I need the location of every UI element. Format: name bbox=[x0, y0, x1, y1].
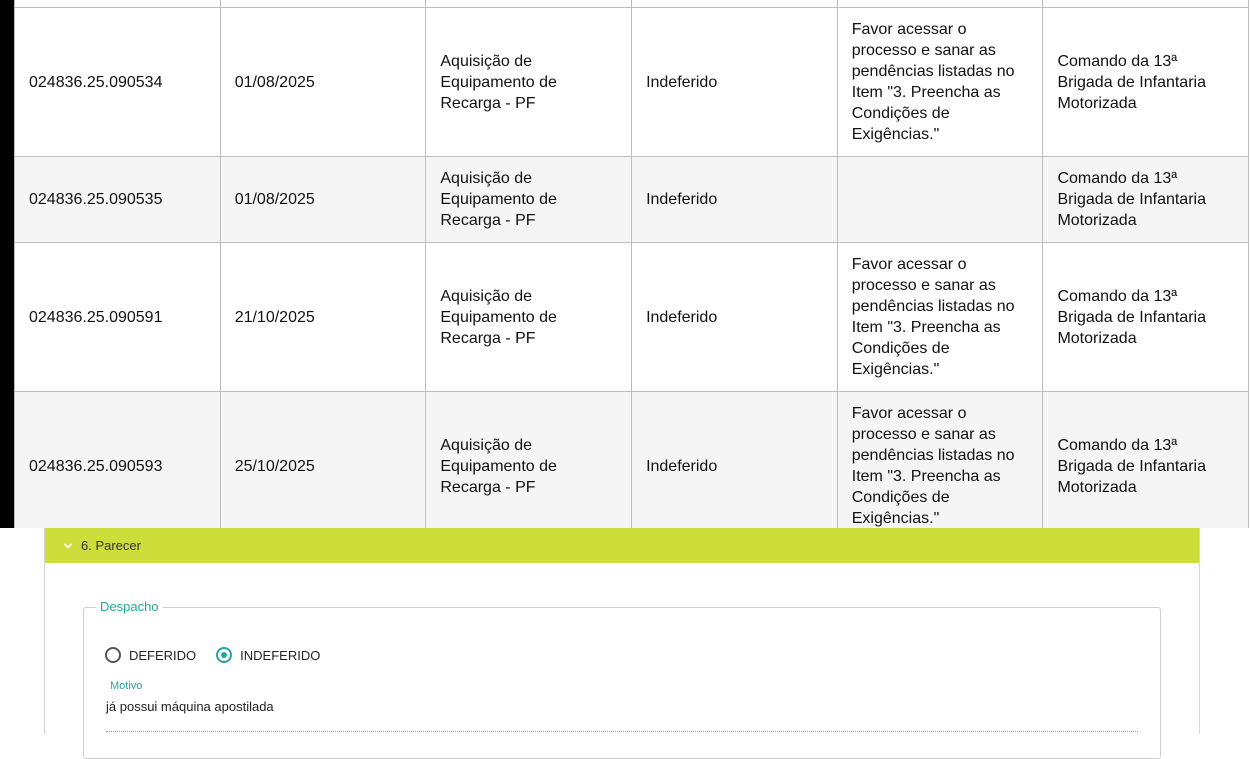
parecer-form-region bbox=[0, 528, 1251, 734]
results-table-container bbox=[14, 0, 1251, 528]
cell-servico: Aquisição de Equipamento de Recarga - PF bbox=[426, 8, 632, 157]
table-row-partial bbox=[15, 0, 1249, 8]
radio-label-deferido: DEFERIDO bbox=[129, 647, 197, 663]
cell-situacao: Indeferido bbox=[632, 157, 838, 243]
cell-observacao bbox=[837, 157, 1043, 243]
despacho-radio-group bbox=[105, 647, 340, 663]
radio-indeferido[interactable] bbox=[216, 647, 232, 663]
radio-deferido[interactable] bbox=[105, 647, 121, 663]
cell-observacao: Favor acessar o processo e sanar as pendências listadas no Item "3. Preencha as Condições de Exigências." bbox=[837, 8, 1043, 157]
cell-orgao: Comando da 13ª Brigada de Infantaria Motorizada bbox=[1043, 392, 1249, 529]
chevron-down-icon[interactable] bbox=[63, 541, 73, 551]
cell-data: 21/10/2025 bbox=[220, 243, 426, 392]
radio-option-indeferido[interactable] bbox=[216, 647, 320, 663]
cell-servico: Aquisição de Equipamento de Recarga - PF bbox=[426, 392, 632, 529]
table-row[interactable] bbox=[15, 243, 1249, 392]
despacho-fieldset bbox=[83, 599, 1161, 759]
cell-situacao: Indeferido bbox=[632, 243, 838, 392]
despacho-legend: Despacho bbox=[96, 599, 163, 615]
cell-protocolo: 024836.25.090535 bbox=[15, 157, 221, 243]
cell-orgao: Comando da 13ª Brigada de Infantaria Motorizada bbox=[1043, 243, 1249, 392]
cell-protocolo: 024836.25.090591 bbox=[15, 243, 221, 392]
cell-protocolo: 024836.25.090534 bbox=[15, 8, 221, 157]
radio-label-indeferido: INDEFERIDO bbox=[240, 647, 321, 663]
cell-situacao: Indeferido bbox=[632, 8, 838, 157]
parecer-section-header[interactable] bbox=[45, 528, 1199, 563]
cell-servico: Aquisição de Equipamento de Recarga - PF bbox=[426, 243, 632, 392]
table-row[interactable] bbox=[15, 8, 1249, 157]
parecer-panel bbox=[44, 528, 1200, 734]
cell-observacao: Favor acessar o processo e sanar as pendências listadas no Item "3. Preencha as Condições de Exigências." bbox=[837, 392, 1043, 529]
cell-orgao: Comando da 13ª Brigada de Infantaria Motorizada bbox=[1043, 8, 1249, 157]
parecer-section-title: 6. Parecer bbox=[81, 538, 141, 553]
table-row[interactable] bbox=[15, 157, 1249, 243]
table-row[interactable] bbox=[15, 392, 1249, 529]
cell-data: 25/10/2025 bbox=[220, 392, 426, 529]
cell-data: 01/08/2025 bbox=[220, 8, 426, 157]
cell-servico: Aquisição de Equipamento de Recarga - PF bbox=[426, 157, 632, 243]
cell-protocolo: 024836.25.090593 bbox=[15, 392, 221, 529]
motivo-field[interactable]: já possui máquina apostilada bbox=[106, 699, 274, 714]
cell-orgao: Comando da 13ª Brigada de Infantaria Motorizada bbox=[1043, 157, 1249, 243]
results-table bbox=[14, 0, 1249, 528]
cell-observacao: Favor acessar o processo e sanar as pendências listadas no Item "3. Preencha as Condições de Exigências." bbox=[837, 243, 1043, 392]
motivo-label: Motivo bbox=[110, 680, 143, 692]
motivo-field-underline bbox=[106, 731, 1138, 732]
radio-option-deferido[interactable] bbox=[105, 647, 196, 663]
cell-data: 01/08/2025 bbox=[220, 157, 426, 243]
cell-situacao: Indeferido bbox=[632, 392, 838, 529]
